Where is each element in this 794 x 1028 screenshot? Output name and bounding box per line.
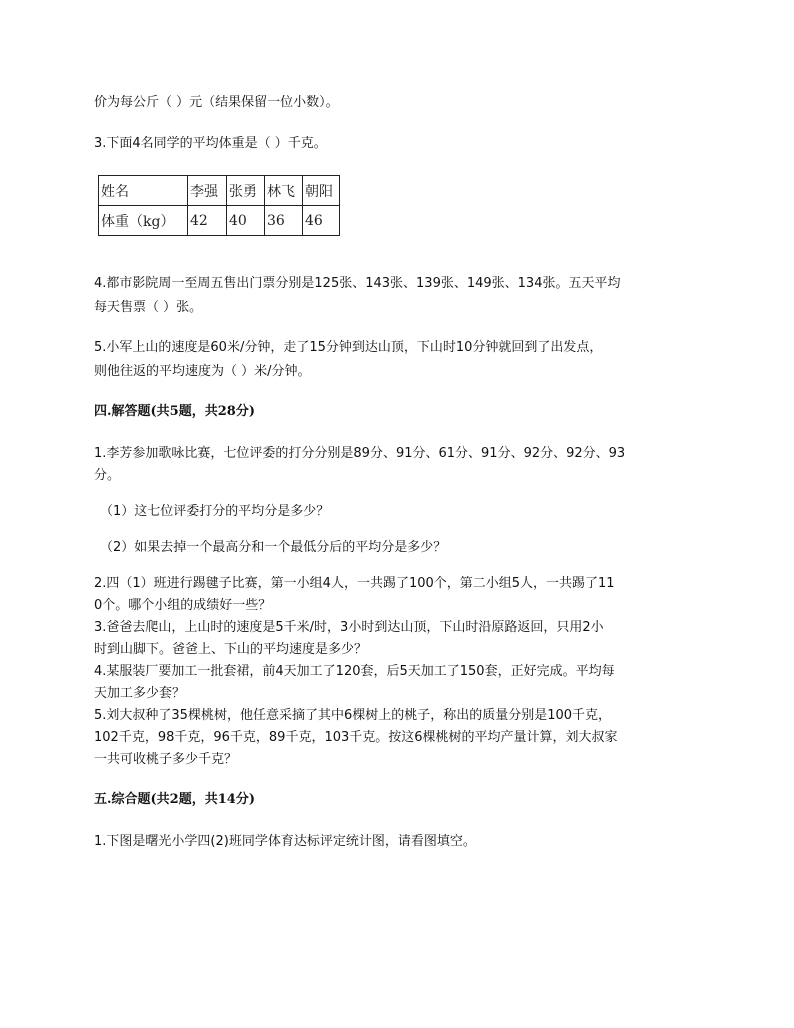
table-cell: 朝阳 <box>303 176 340 206</box>
s4-p4-line1: 4.某服装厂要加工一批套裙，前4天加工了120套，后5天加工了150套，正好完成。平均每 <box>94 664 615 679</box>
s4-p1-line1: 1.李芳参加歌咏比赛，七位评委的打分分别是89分、91分、61分、91分、92分、92分、93 <box>94 446 626 461</box>
s4-p4-line2: 天加工多少套？ <box>94 686 186 701</box>
q4-text-line1: 4.都市影院周一至周五售出门票分别是125张、143张、139张、149张、134张。五天平均 <box>94 276 621 291</box>
s4-p2-line1: 2.四（1）班进行踢毽子比赛，第一小组4人，一共踢了100个，第二小组5人，一共踢了11 <box>94 576 615 591</box>
table-cell: 姓名 <box>99 176 188 206</box>
s4-p3-line2: 时到山脚下。爸爸上、下山的平均速度是多少？ <box>94 642 368 657</box>
table-cell: 42 <box>188 206 227 236</box>
table-row <box>99 176 340 206</box>
q3-text: 3.下面4名同学的平均体重是（ ）千克。 <box>94 136 327 151</box>
table-row <box>99 206 340 236</box>
q4-text-line2: 每天售票（ ）张。 <box>94 300 203 315</box>
s4-p1-sub1: （1）这七位评委打分的平均分是多少？ <box>100 504 330 519</box>
s4-p5-line3: 一共可收桃子多少千克？ <box>94 752 238 767</box>
table-cell: 林飞 <box>265 176 303 206</box>
s4-p3-line1: 3.爸爸去爬山，上山时的速度是5千米/时，3小时到达山顶，下山时沿原路返回，只用2小 <box>94 620 604 635</box>
q5-text-line1: 5.小军上山的速度是60米/分钟，走了15分钟到达山顶，下山时10分钟就回到了出发点， <box>94 340 603 355</box>
s4-p1-sub2: （2）如果去掉一个最高分和一个最低分后的平均分是多少？ <box>100 540 447 555</box>
section5-title: 五.综合题(共2题，共14分) <box>94 792 255 807</box>
s4-p5-line2: 102千克，98千克，96千克，89千克，103千克。按这6棵桃树的平均产量计算，刘大叔家 <box>94 730 618 745</box>
q2-continuation: 价为每公斤（ ）元（结果保留一位小数）。 <box>94 95 339 110</box>
table-cell: 40 <box>227 206 265 236</box>
table-cell: 张勇 <box>227 176 265 206</box>
section4-title: 四.解答题(共5题，共28分) <box>94 404 255 419</box>
q5-text-line2: 则他往返的平均速度为（ ）米/分钟。 <box>94 364 311 379</box>
table-cell: 36 <box>265 206 303 236</box>
table-cell: 李强 <box>188 176 227 206</box>
table-cell: 体重（kg） <box>99 206 188 236</box>
s4-p1-line2: 分。 <box>94 468 121 483</box>
s4-p2-line2: 0个。哪个小组的成绩好一些？ <box>94 598 272 613</box>
weight-table <box>98 175 340 236</box>
table-cell: 46 <box>303 206 340 236</box>
s4-p5-line1: 5.刘大叔种了35棵桃树，他任意采摘了其中6棵树上的桃子，称出的质量分别是100千克， <box>94 708 612 723</box>
s5-p1: 1.下图是曙光小学四(2)班同学体育达标评定统计图，请看图填空。 <box>94 834 476 849</box>
